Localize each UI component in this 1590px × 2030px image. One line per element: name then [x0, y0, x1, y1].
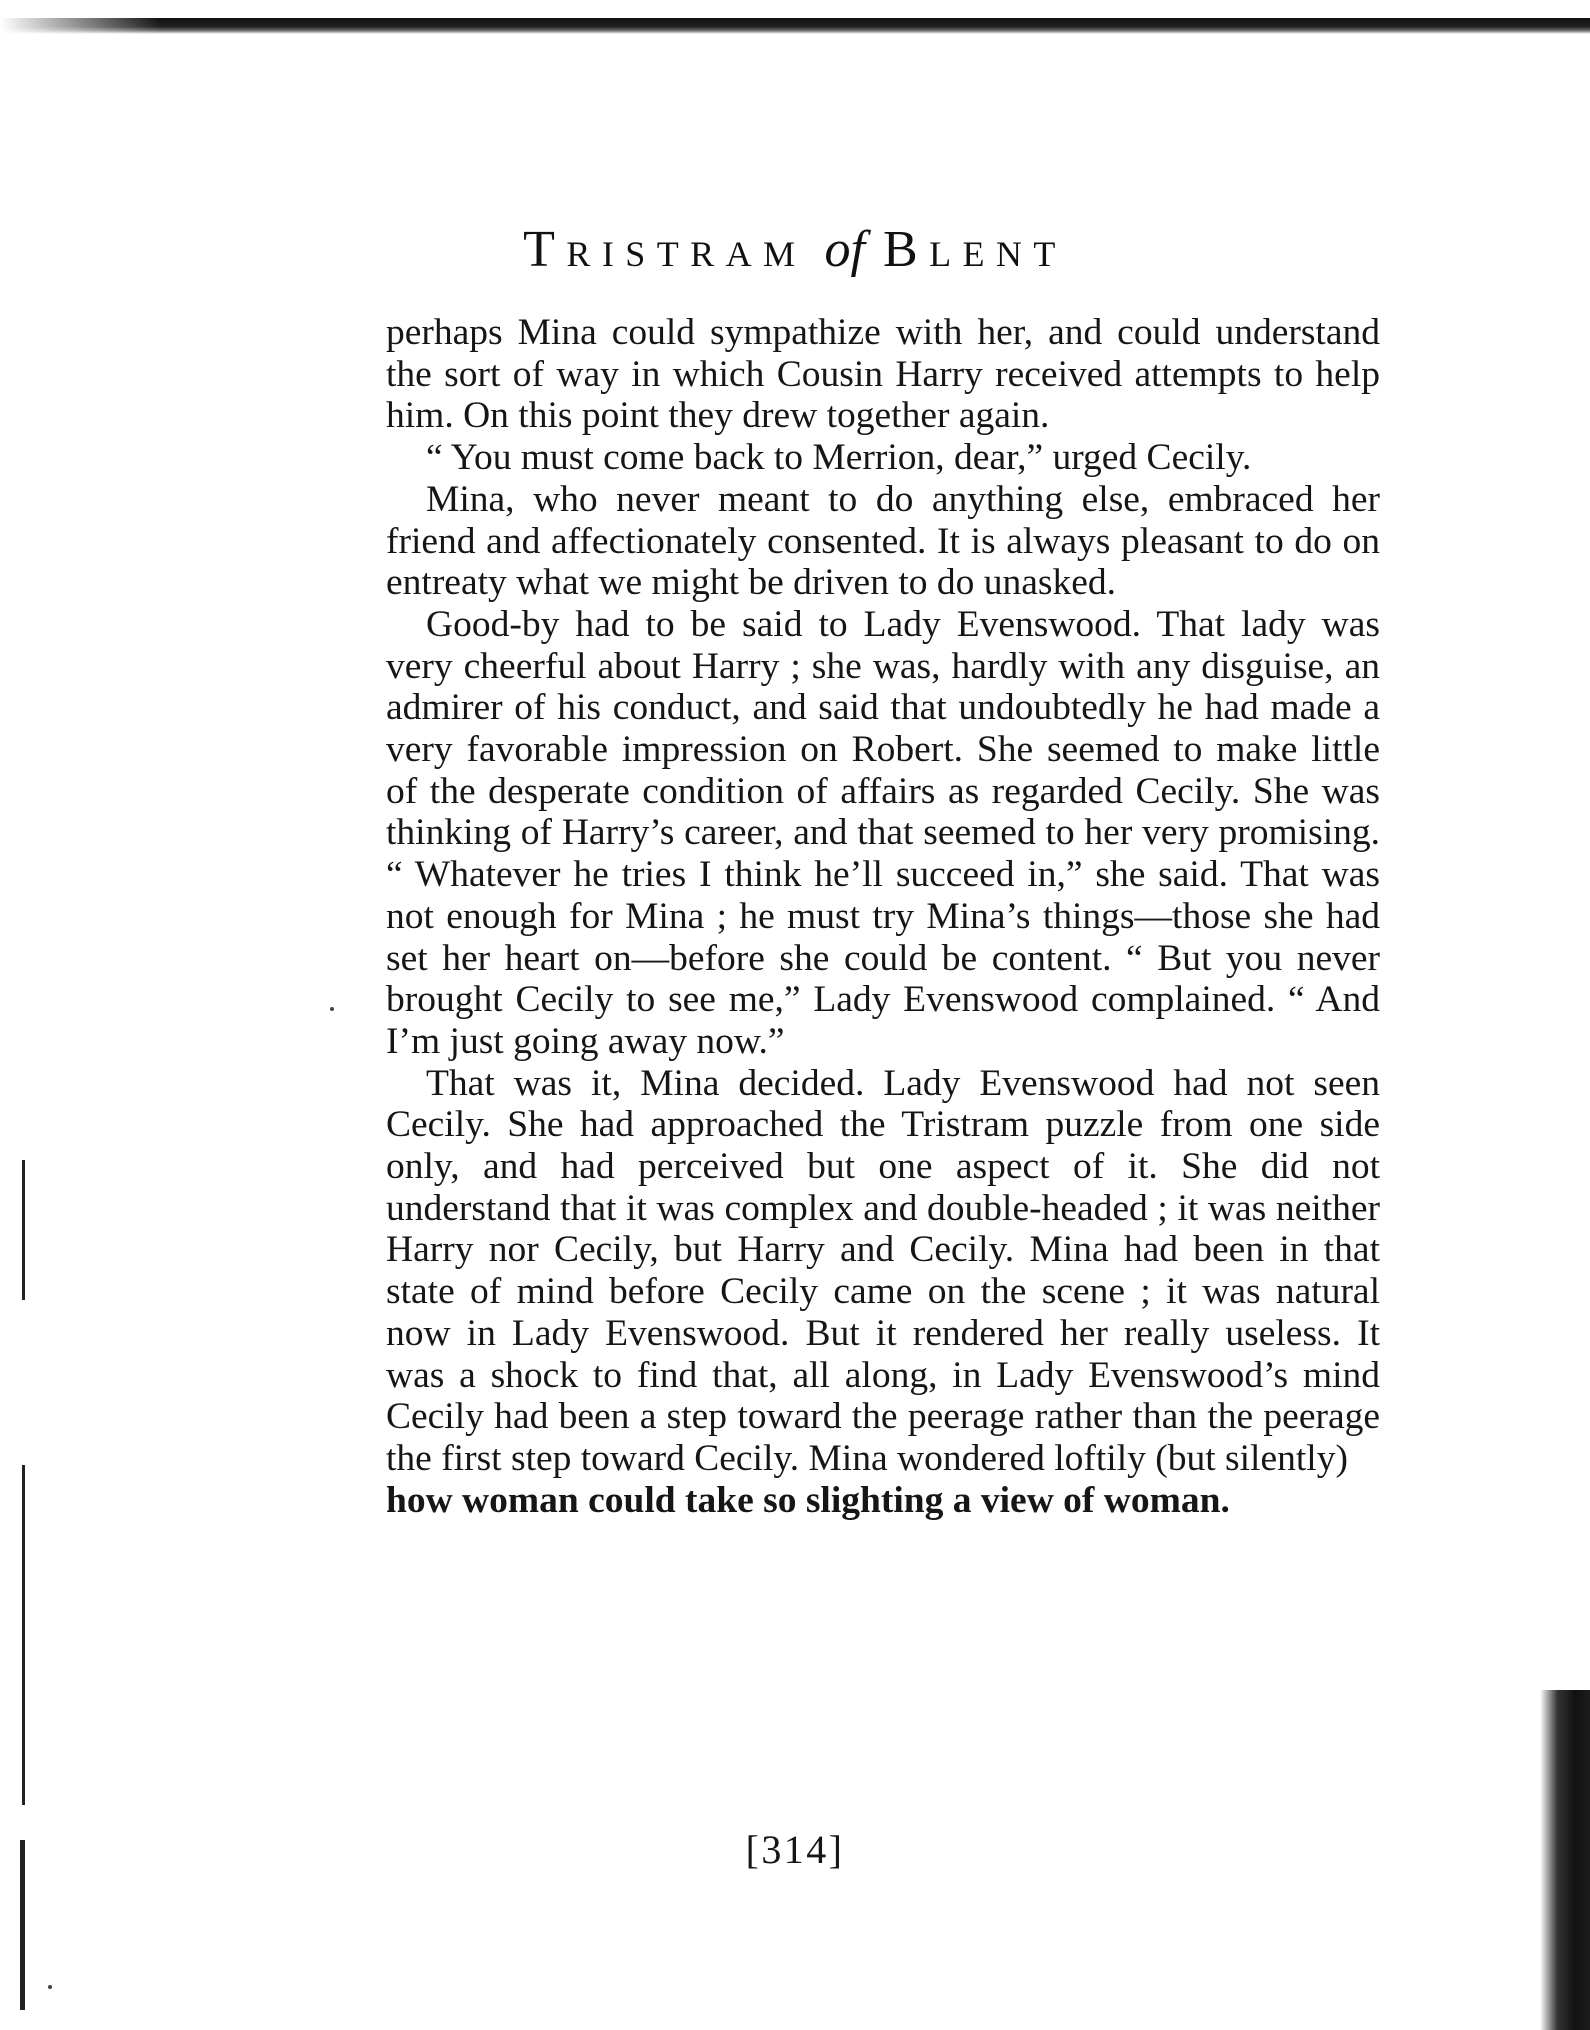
running-head-of: of	[824, 221, 865, 278]
scan-speck	[48, 1985, 52, 1989]
scan-speck	[330, 1007, 334, 1011]
paragraph: That was it, Mina decided. Lady Evenswood had not seen Cecily. She had approached the Tristram puzzle from one side only, and had perceived but one aspect of it. She did not understand that it was complex and double-headed ; it was neither Harry nor Cecily, but Harry and Cecily. Mina had been in that state of mind before Cecily came on the scene ; it was natural now in Lady Evenswood. But it rendered her really useless. It was a shock to find that, all along, in Lady Evenswood’s mind Cecily had been a step toward the peerage rather than the peerage the first step toward Cecily. Mina wondered loftily (but silently)	[386, 1062, 1380, 1479]
running-head	[0, 220, 1590, 279]
body-text	[386, 312, 1380, 1521]
running-head-title-part1: Tristram	[523, 221, 807, 278]
scan-left-mark	[22, 1160, 25, 1300]
running-head-title-part2: Blent	[882, 221, 1067, 278]
scan-top-edge	[0, 18, 1590, 34]
paragraph: “ You must come back to Merrion, dear,” urged Cecily.	[426, 437, 1252, 479]
paragraph: Good-by had to be said to Lady Evenswood. That lady was very cheerful about Harry ; she was, hardly with any disguise, an admirer of his conduct, and said that undoubtedly he had made a very favorable impression on Robert. She seemed to make little of the desperate condition of affairs as regarded Cecily. She was thinking of Harry’s career, and that seemed to her very promising. “ Whatever he tries I think he’ll succeed in,” she said. That was not enough for Mina ; he must try Mina’s things—those she had set her heart on—before she could be content. “ But you never brought Cecily to see me,” Lady Evenswood complained. “ And I’m just going away now.”	[386, 603, 1380, 1062]
paragraph-last-line: how woman could take so slighting a view of woman.	[386, 1479, 1230, 1521]
scan-top-edge-fade	[0, 18, 160, 40]
paragraph: Mina, who never meant to do anything else, embraced her friend and affectionately consented. It is always pleasant to do on entreaty what we might be driven to do unasked.	[386, 478, 1380, 604]
scan-left-mark	[22, 1465, 25, 1805]
paragraph: perhaps Mina could sympathize with her, and could understand the sort of way in which Cousin Harry received attempts to help him. On this point they drew together again.	[386, 312, 1380, 437]
page-number: [314]	[745, 1827, 845, 1872]
